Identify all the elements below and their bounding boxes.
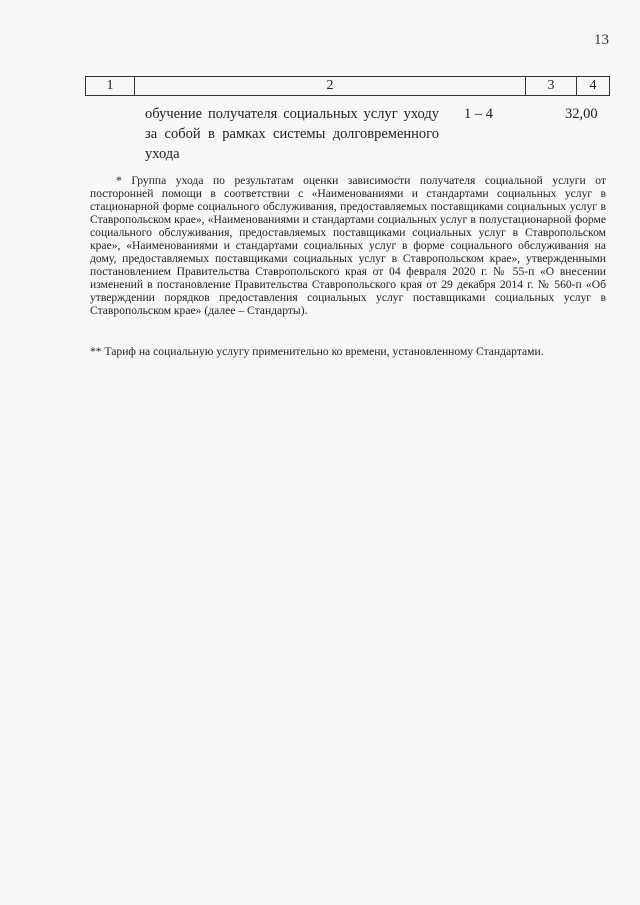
service-description: обучение получателя социальных услуг уходу за собой в рамках системы долговременного ухода [145,106,439,162]
footnote-care-group: * Группа ухода по результатам оценки зависимости получателя социальной услуги от посторонней помощи в соответствии с «Наименованиями и стандартами социальных услуг в стационарной форме социального обслуживания, предоставляемых поставщиками социальных услуг в Ставропольском крае», «Наименованиями и стандартами социальных услуг в полустационарной форме социального обслуживания, предоставляемых поставщиками социальных услуг в Ставропольском крае», «Наименованиями и стандартами социальных услуг в форме социального обслуживания на дому, предоставляемых поставщиками социальных услуг в Ставропольском крае», утвержденными постановлением Правительства Ставропольского края от 04 февраля 2020 г. № 55-п «О внесении изменений в постановление Правительства Ставропольского края от 29 декабря 2014 г. № 560-п «Об утверждении порядков предоставления социальных услуг поставщиками социальных услуг в Ставропольском крае» (далее – Стандарты). [90,174,606,317]
column-number-3: 3 [547,78,555,93]
column-number-1: 1 [106,78,114,93]
service-price: 32,00 [565,106,598,122]
table-header-row [85,76,610,96]
page-number: 13 [594,32,609,48]
column-number-4: 4 [589,78,597,93]
care-level-range: 1 – 4 [464,106,493,122]
footnote-tariff: ** Тариф на социальную услугу применительно ко времени, установленному Стандартами. [90,345,544,358]
column-number-2: 2 [326,78,334,93]
